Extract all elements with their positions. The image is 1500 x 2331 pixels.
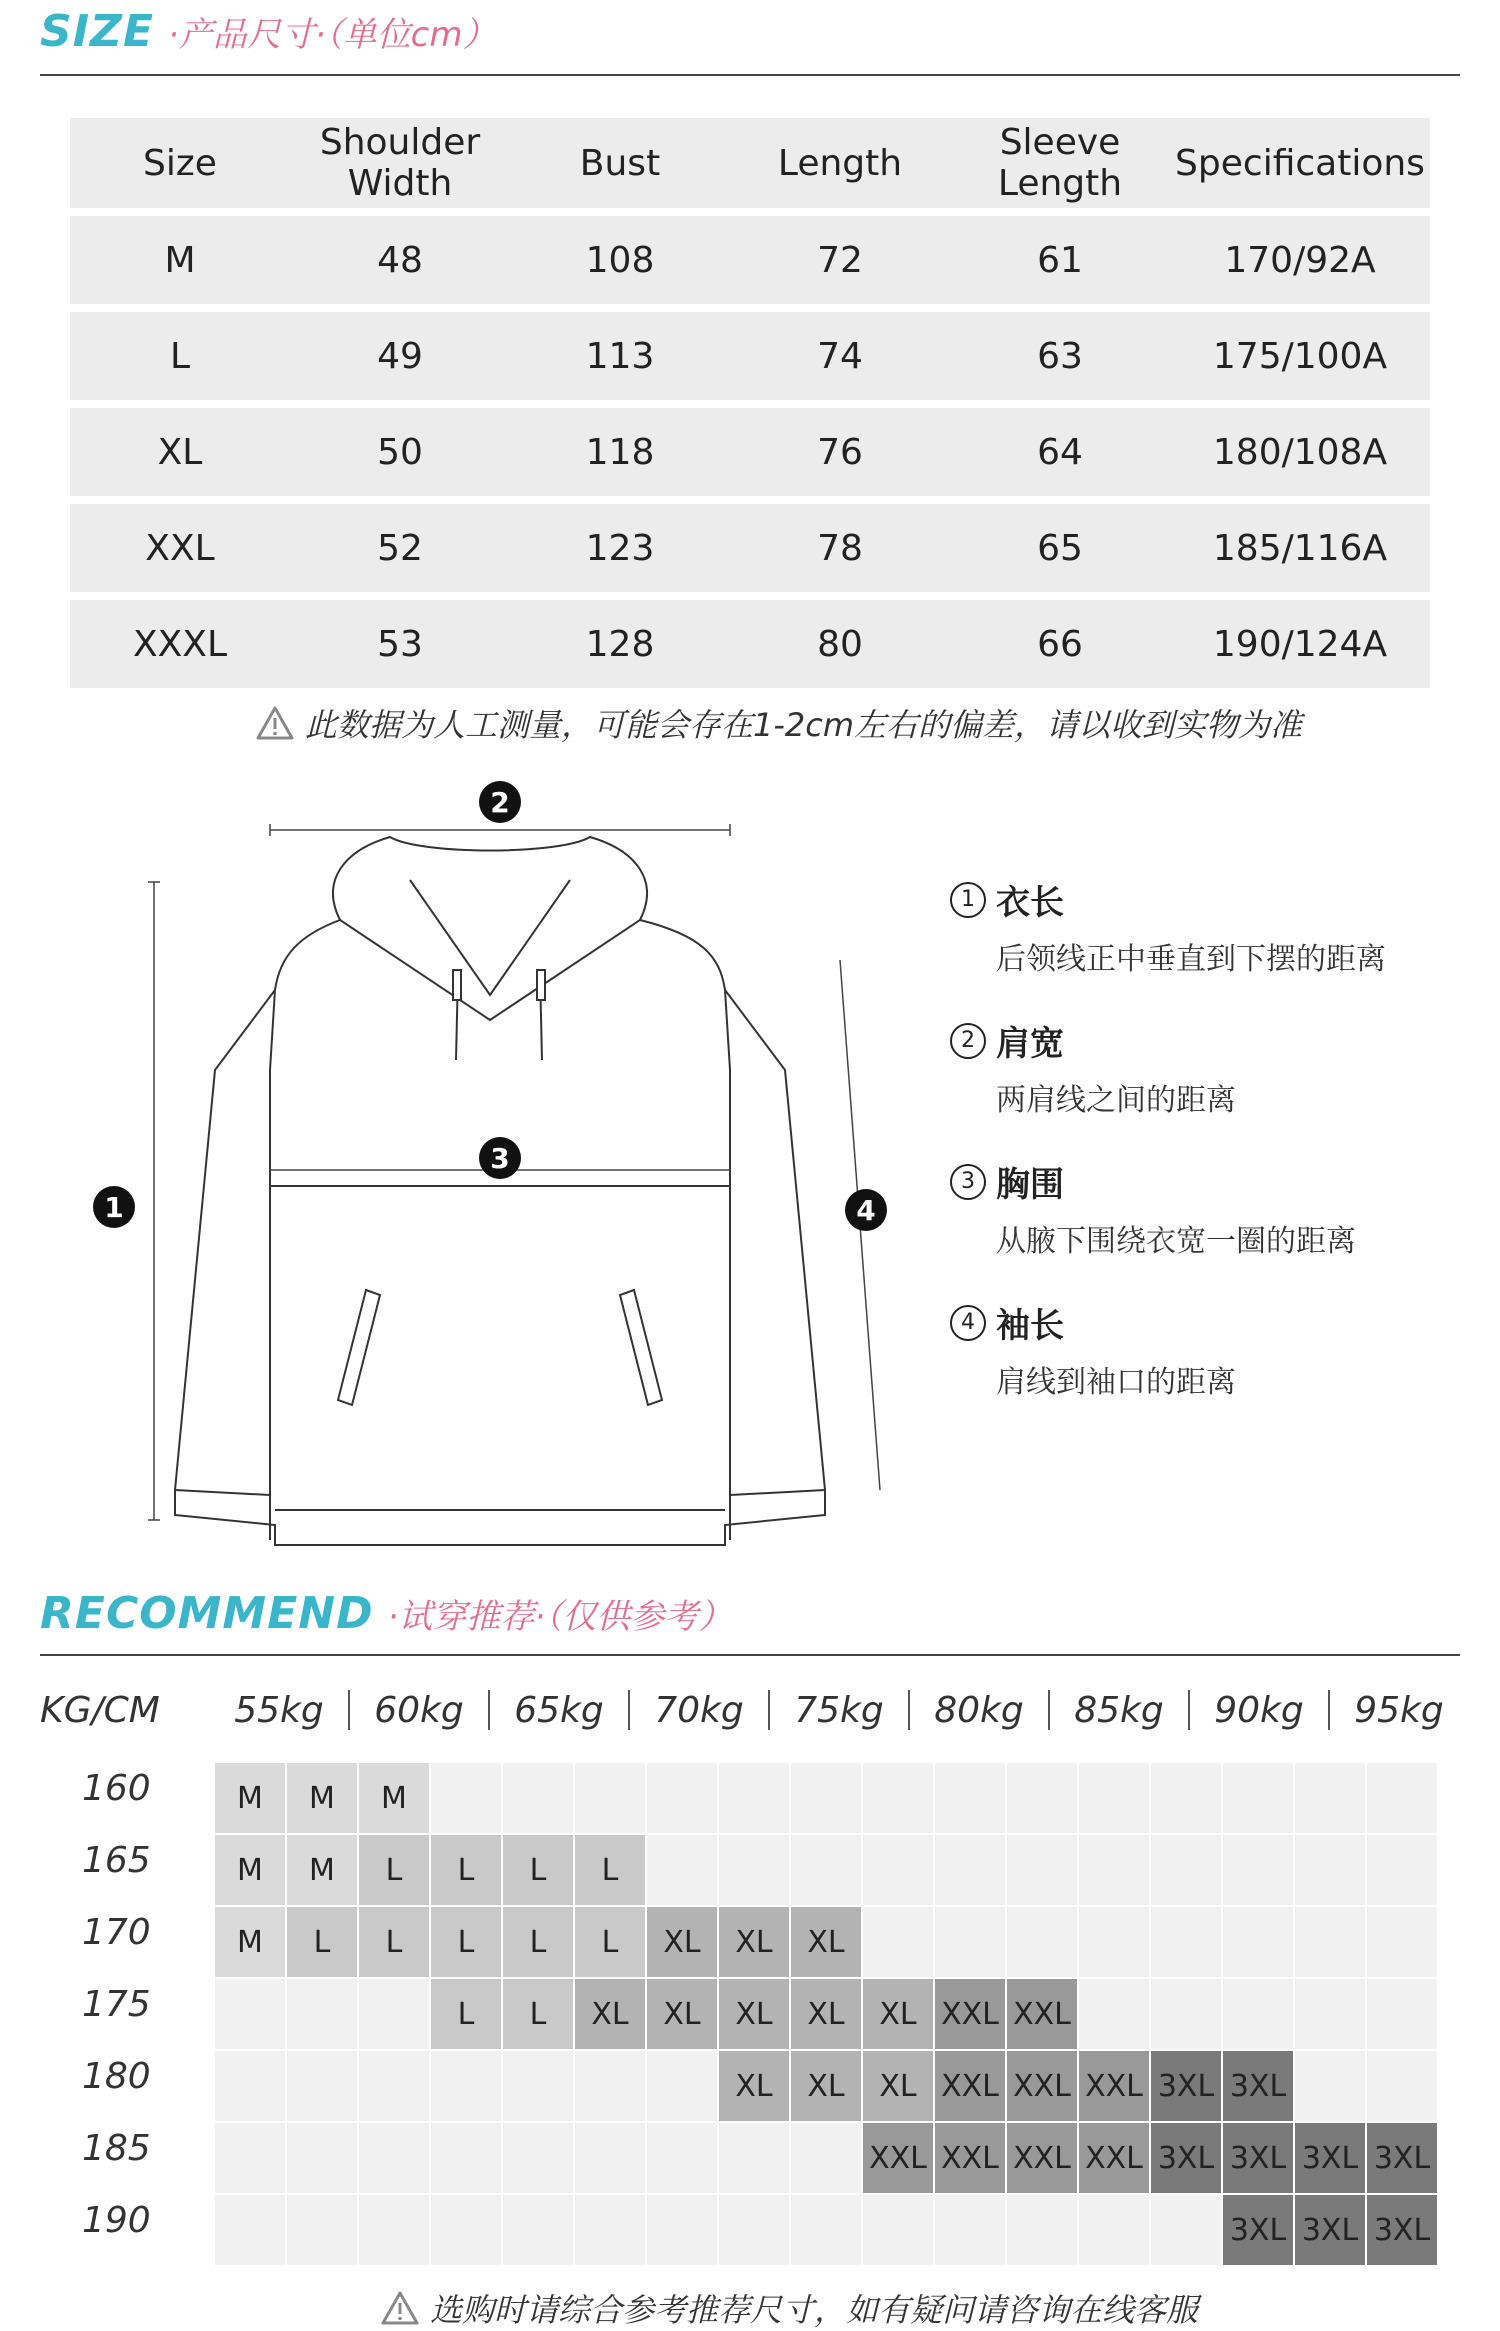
size-cell: XXL: [935, 2123, 1005, 2193]
size-cell: [287, 1979, 357, 2049]
size-cell: [1367, 1835, 1437, 1905]
recommend-grid: [214, 1762, 1438, 2266]
grid-row: [214, 1762, 1438, 1834]
size-cell: 3XL: [1295, 2195, 1365, 2265]
size-cell: [1007, 1907, 1077, 1977]
size-cell: [575, 2195, 645, 2265]
size-section-header: [40, 6, 496, 57]
warning-icon: [380, 2290, 420, 2326]
size-cell: 3XL: [1367, 2195, 1437, 2265]
size-cell: 3XL: [1223, 2051, 1293, 2121]
size-cell: XL: [575, 1979, 645, 2049]
size-cell: [359, 1979, 429, 2049]
height-label: 180: [82, 2056, 151, 2097]
size-cell: [647, 2051, 717, 2121]
size-cell: [215, 2051, 285, 2121]
hoodie-diagram: [80, 770, 920, 1550]
size-cell: XL: [647, 1979, 717, 2049]
size-cell: L: [503, 1835, 573, 1905]
size-cell: [1295, 1763, 1365, 1833]
weight-label: 65kg: [514, 1689, 604, 1731]
size-cell: XXL: [863, 2123, 933, 2193]
size-table-header-cell: Bust: [579, 142, 661, 184]
legend-description: 肩线到袖口的距离: [996, 1365, 1236, 1400]
size-cell: [863, 1835, 933, 1905]
size-cell: [1007, 2195, 1077, 2265]
size-cell: [647, 1763, 717, 1833]
size-cell: L: [359, 1835, 429, 1905]
size-table-cell: 118: [585, 431, 655, 473]
size-subtitle: ·产品尺寸·（单位cm）: [168, 15, 497, 55]
legend-description: 后领线正中垂直到下摆的距离: [996, 942, 1386, 977]
grid-row: [214, 1834, 1438, 1906]
height-label: 160: [82, 1768, 151, 1809]
size-cell: L: [575, 1907, 645, 1977]
size-cell: [1079, 1979, 1149, 2049]
size-cell: [1151, 1835, 1221, 1905]
size-cell: [719, 1835, 789, 1905]
marker-2: [479, 781, 521, 823]
weight-label: 55kg: [234, 1689, 324, 1731]
size-cell: [935, 1907, 1005, 1977]
size-table: [70, 118, 1430, 696]
size-cell: XXL: [1079, 2051, 1149, 2121]
recommend-section-header: [40, 1588, 732, 1639]
size-cell: 3XL: [1367, 2123, 1437, 2193]
size-cell: [575, 2123, 645, 2193]
size-cell: [359, 2051, 429, 2121]
size-cell: XL: [863, 2051, 933, 2121]
size-cell: [1295, 1835, 1365, 1905]
weight-label: 95kg: [1354, 1689, 1444, 1731]
size-cell: [503, 2195, 573, 2265]
size-cell: [1367, 2051, 1437, 2121]
size-title: SIZE: [40, 6, 155, 57]
size-cell: XL: [863, 1979, 933, 2049]
legend-description: 两肩线之间的距离: [996, 1083, 1236, 1118]
size-table-cell: 52: [377, 527, 423, 569]
size-cell: [1223, 1979, 1293, 2049]
measure-note: [255, 700, 1302, 746]
weight-label: 70kg: [654, 1689, 744, 1731]
recommend-divider: [40, 1654, 1460, 1656]
size-cell: L: [503, 1907, 573, 1977]
size-cell: XL: [719, 2051, 789, 2121]
size-cell: XL: [647, 1907, 717, 1977]
marker-4-label: 4: [856, 1194, 876, 1227]
legend-title: 袖长: [996, 1306, 1064, 1346]
size-cell: [1007, 1835, 1077, 1905]
height-label: 190: [82, 2200, 151, 2241]
size-cell: M: [215, 1907, 285, 1977]
size-cell: [1079, 1835, 1149, 1905]
size-cell: XL: [719, 1907, 789, 1977]
size-table-cell: 48: [377, 239, 423, 281]
size-table-cell: 74: [817, 335, 863, 377]
size-cell: [791, 1835, 861, 1905]
size-cell: [935, 1835, 1005, 1905]
size-table-row: [70, 408, 1430, 496]
bottom-note: [380, 2285, 1198, 2331]
size-cell: XL: [791, 1907, 861, 1977]
legend-item: [950, 1157, 1470, 1260]
warning-icon: [255, 705, 295, 741]
size-table-cell: 50: [377, 431, 423, 473]
size-cell: L: [431, 1907, 501, 1977]
size-cell: [431, 2195, 501, 2265]
size-table-row: [70, 600, 1430, 688]
size-table-header-row: [70, 118, 1430, 208]
size-divider: [40, 74, 1460, 76]
size-table-cell: 53: [377, 623, 423, 665]
legend-item: [950, 1016, 1470, 1119]
size-cell: [1007, 1763, 1077, 1833]
size-cell: 3XL: [1151, 2051, 1221, 2121]
size-table-cell: 108: [585, 239, 655, 281]
size-cell: [647, 2123, 717, 2193]
size-table-cell: XXL: [145, 527, 215, 569]
size-cell: L: [431, 1835, 501, 1905]
size-cell: [791, 2195, 861, 2265]
size-cell: XL: [719, 1979, 789, 2049]
size-table-row: [70, 216, 1430, 304]
size-cell: [719, 2123, 789, 2193]
size-cell: XXL: [1079, 2123, 1149, 2193]
size-cell: [503, 2123, 573, 2193]
size-cell: [1223, 1835, 1293, 1905]
size-table-cell: L: [169, 335, 191, 377]
size-cell: L: [287, 1907, 357, 1977]
legend-item-title-row: [950, 875, 1470, 924]
marker-3-label: 3: [490, 1142, 510, 1175]
size-cell: [431, 2051, 501, 2121]
legend-title: 胸围: [996, 1165, 1064, 1205]
size-table-header-cell: Sleeve Length: [997, 122, 1123, 204]
measurement-legend: [950, 875, 1470, 1439]
marker-4: [845, 1189, 887, 1231]
size-table-cell: 72: [817, 239, 863, 281]
height-label: 185: [82, 2128, 151, 2169]
size-cell: 3XL: [1295, 2123, 1365, 2193]
size-table-cell: 185/116A: [1212, 527, 1388, 569]
size-cell: 3XL: [1223, 2195, 1293, 2265]
size-table-cell: 63: [1037, 335, 1083, 377]
size-cell: XL: [791, 2051, 861, 2121]
marker-3: [479, 1137, 521, 1179]
legend-item-title-row: [950, 1157, 1470, 1206]
legend-number: 3: [950, 1164, 986, 1200]
size-cell: [287, 2123, 357, 2193]
size-cell: [215, 1979, 285, 2049]
size-cell: [575, 1763, 645, 1833]
size-cell: [1223, 1763, 1293, 1833]
grid-row: [214, 1978, 1438, 2050]
size-cell: 3XL: [1223, 2123, 1293, 2193]
size-cell: [575, 2051, 645, 2121]
legend-title: 衣长: [996, 883, 1064, 923]
size-table-cell: 64: [1037, 431, 1083, 473]
size-cell: M: [287, 1763, 357, 1833]
weight-label: 60kg: [374, 1689, 464, 1731]
size-table-header-cell: Size: [143, 142, 217, 184]
legend-item-title-row: [950, 1298, 1470, 1347]
size-table-cell: XL: [157, 431, 203, 473]
size-cell: M: [215, 1763, 285, 1833]
legend-number: 1: [950, 882, 986, 918]
weight-label: 75kg: [794, 1689, 884, 1731]
size-cell: [431, 1763, 501, 1833]
size-table-header-cell: Shoulder Width: [319, 122, 481, 204]
size-cell: [1367, 1907, 1437, 1977]
size-table-cell: 78: [817, 527, 863, 569]
size-cell: [1367, 1763, 1437, 1833]
marker-1-label: 1: [104, 1191, 124, 1224]
size-table-cell: XXXL: [132, 623, 228, 665]
size-table-cell: 66: [1037, 623, 1083, 665]
recommend-subtitle: ·试穿推荐·（仅供参考）: [387, 1597, 733, 1637]
weight-label: 90kg: [1214, 1689, 1304, 1731]
size-cell: [287, 2051, 357, 2121]
weight-header: [40, 1682, 1470, 1738]
size-cell: [935, 2195, 1005, 2265]
size-cell: [719, 2195, 789, 2265]
size-cell: [1223, 1907, 1293, 1977]
legend-description: 从腋下围绕衣宽一圈的距离: [996, 1224, 1356, 1259]
legend-number: 2: [950, 1023, 986, 1059]
size-cell: XL: [791, 1979, 861, 2049]
size-cell: XXL: [935, 2051, 1005, 2121]
size-cell: [647, 2195, 717, 2265]
weight-label: 85kg: [1074, 1689, 1164, 1731]
size-cell: M: [359, 1763, 429, 1833]
size-cell: L: [575, 1835, 645, 1905]
legend-item: [950, 875, 1470, 978]
weight-label: 80kg: [934, 1689, 1024, 1731]
size-cell: XXL: [1007, 1979, 1077, 2049]
bottom-note-text: 选购时请综合参考推荐尺寸，如有疑问请咨询在线客服: [430, 2291, 1199, 2329]
size-cell: [1295, 2051, 1365, 2121]
marker-2-label: 2: [490, 786, 510, 819]
size-cell: L: [359, 1907, 429, 1977]
size-table-cell: 128: [585, 623, 655, 665]
size-table-cell: 49: [377, 335, 423, 377]
legend-item: [950, 1298, 1470, 1401]
size-cell: L: [503, 1979, 573, 2049]
size-table-cell: 175/100A: [1212, 335, 1388, 377]
legend-number: 4: [950, 1305, 986, 1341]
size-cell: [1367, 1979, 1437, 2049]
size-cell: XXL: [1007, 2123, 1077, 2193]
size-cell: [503, 2051, 573, 2121]
size-table-cell: 190/124A: [1212, 623, 1388, 665]
size-table-cell: 123: [585, 527, 655, 569]
size-table-header-cell: Specifications: [1175, 142, 1425, 184]
size-cell: [719, 1763, 789, 1833]
size-table-cell: 113: [585, 335, 655, 377]
size-cell: [647, 1835, 717, 1905]
size-cell: [1151, 1763, 1221, 1833]
size-table-cell: 170/92A: [1224, 239, 1376, 281]
size-cell: [1295, 1907, 1365, 1977]
size-table-cell: 65: [1037, 527, 1083, 569]
height-label: 170: [82, 1912, 151, 1953]
size-cell: [863, 1763, 933, 1833]
grid-row: [214, 2050, 1438, 2122]
grid-row: [214, 1906, 1438, 1978]
size-cell: [287, 2195, 357, 2265]
size-cell: [359, 2123, 429, 2193]
grid-row: [214, 2194, 1438, 2266]
size-cell: L: [431, 1979, 501, 2049]
measure-note-text: 此数据为人工测量，可能会存在1-2cm左右的偏差，请以收到实物为准: [305, 706, 1303, 744]
size-cell: M: [215, 1835, 285, 1905]
size-cell: [935, 1763, 1005, 1833]
size-cell: [1079, 1763, 1149, 1833]
legend-item-title-row: [950, 1016, 1470, 1065]
size-cell: [1079, 1907, 1149, 1977]
size-cell: M: [287, 1835, 357, 1905]
size-table-header-cell: Length: [777, 142, 903, 184]
size-cell: [863, 2195, 933, 2265]
height-label: 165: [82, 1840, 151, 1881]
legend-title: 肩宽: [996, 1024, 1064, 1064]
height-label: 175: [82, 1984, 151, 2025]
corner-label: KG/CM: [40, 1689, 160, 1731]
size-table-cell: 76: [817, 431, 863, 473]
size-cell: [1295, 1979, 1365, 2049]
size-cell: [431, 2123, 501, 2193]
size-table-cell: 80: [817, 623, 863, 665]
size-table-cell: M: [164, 239, 196, 281]
size-cell: [215, 2123, 285, 2193]
size-cell: [863, 1907, 933, 1977]
size-table-cell: 61: [1037, 239, 1083, 281]
size-cell: XXL: [935, 1979, 1005, 2049]
size-cell: [1079, 2195, 1149, 2265]
size-cell: [503, 1763, 573, 1833]
recommend-title: RECOMMEND: [40, 1588, 374, 1639]
size-table-row: [70, 504, 1430, 592]
grid-row: [214, 2122, 1438, 2194]
size-cell: 3XL: [1151, 2123, 1221, 2193]
size-cell: [1151, 1907, 1221, 1977]
size-cell: [1151, 1979, 1221, 2049]
size-cell: [791, 1763, 861, 1833]
size-cell: [215, 2195, 285, 2265]
size-cell: XXL: [1007, 2051, 1077, 2121]
size-table-cell: 180/108A: [1212, 431, 1388, 473]
size-table-row: [70, 312, 1430, 400]
size-cell: [359, 2195, 429, 2265]
size-cell: [1151, 2195, 1221, 2265]
marker-1: [93, 1186, 135, 1228]
size-cell: [791, 2123, 861, 2193]
